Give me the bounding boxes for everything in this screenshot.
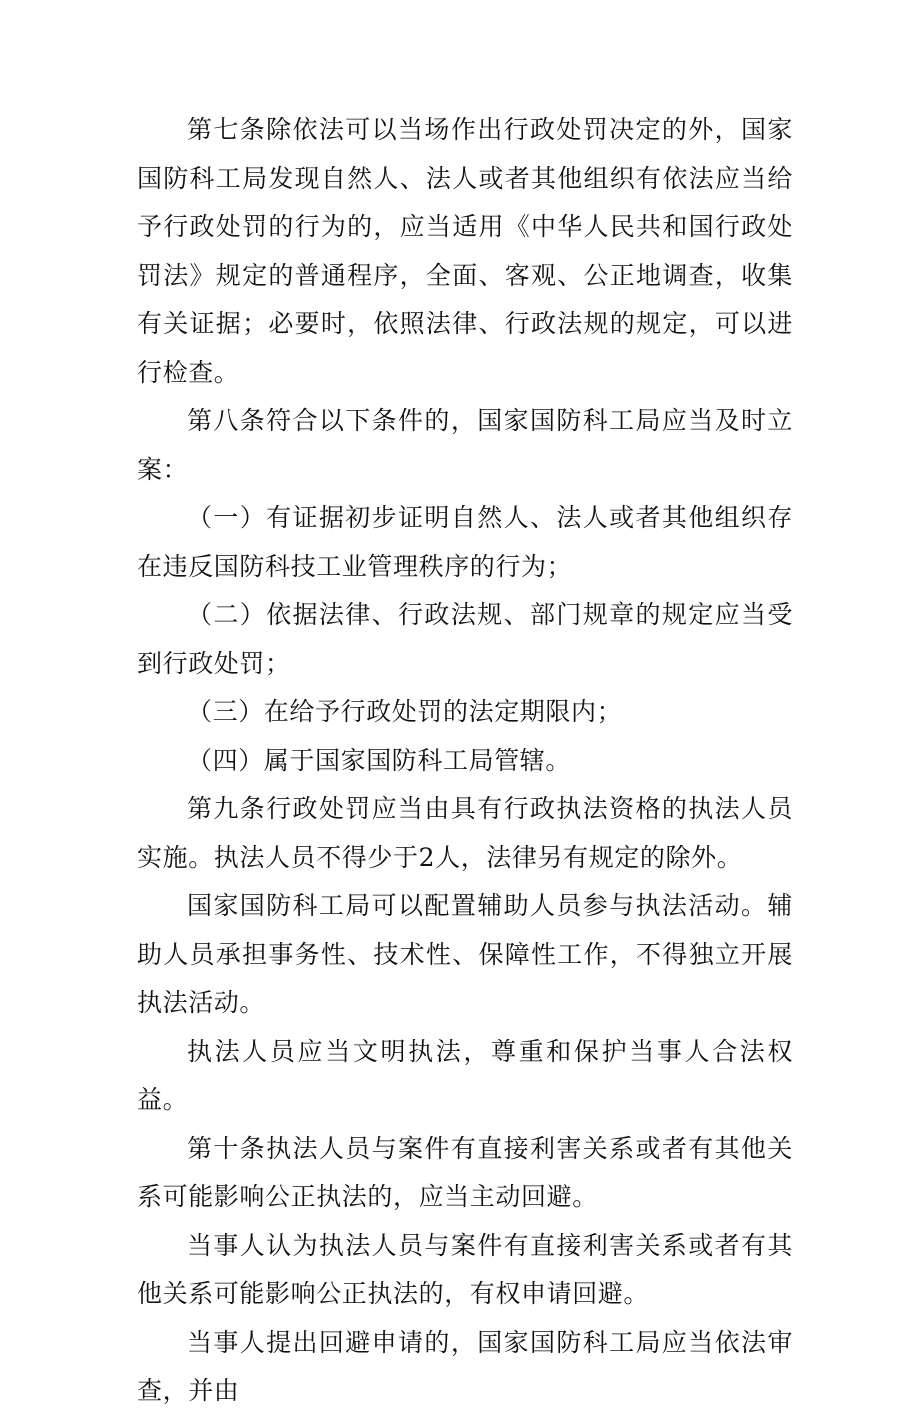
paragraph-article-10: 第十条执法人员与案件有直接利害关系或者有其他关系可能影响公正执法的，应当主动回避。 [137,1133,793,1211]
paragraph-article-10-recusal-request: 当事人认为执法人员与案件有直接利害关系或者有其他关系可能影响公正执法的，有权申请回避。 [137,1230,793,1308]
paragraph-article-7: 第七条除依法可以当场作出行政处罚决定的外，国家国防科工局发现自然人、法人或者其他组织有依法应当给予行政处罚的行为的，应当适用《中华人民共和国行政处罚法》规定的普通程序，全面、客观、公正地调查，收集有关证据；必要时，依照法律、行政法规的规定，可以进行检查。 [137,115,793,387]
paragraph-article-8-item-1: （一）有证据初步证明自然人、法人或者其他组织存在违反国防科技工业管理秩序的行为； [137,503,793,581]
document-body [137,106,793,1416]
paragraph-article-9: 第九条行政处罚应当由具有行政执法资格的执法人员实施。执法人员不得少于2人，法律另有规定的除外。 [137,794,793,872]
paragraph-article-8-item-3: （三）在给予行政处罚的法定期限内； [187,697,623,726]
paragraph-article-8: 第八条符合以下条件的，国家国防科工局应当及时立案： [137,406,793,484]
paragraph-article-8-item-4: （四）属于国家国防科工局管辖。 [187,745,572,775]
paragraph-article-9-auxiliary-staff: 国家国防科工局可以配置辅助人员参与执法活动。辅助人员承担事务性、技术性、保障性工作，不得独立开展执法活动。 [137,891,793,1017]
paragraph-article-10-review: 当事人提出回避申请的，国家国防科工局应当依法审查，并由 [137,1327,793,1405]
paragraph-article-9-civilized-enforcement: 执法人员应当文明执法，尊重和保护当事人合法权益。 [137,1036,793,1114]
paragraph-article-8-item-2: （二）依据法律、行政法规、部门规章的规定应当受到行政处罚； [137,600,793,678]
